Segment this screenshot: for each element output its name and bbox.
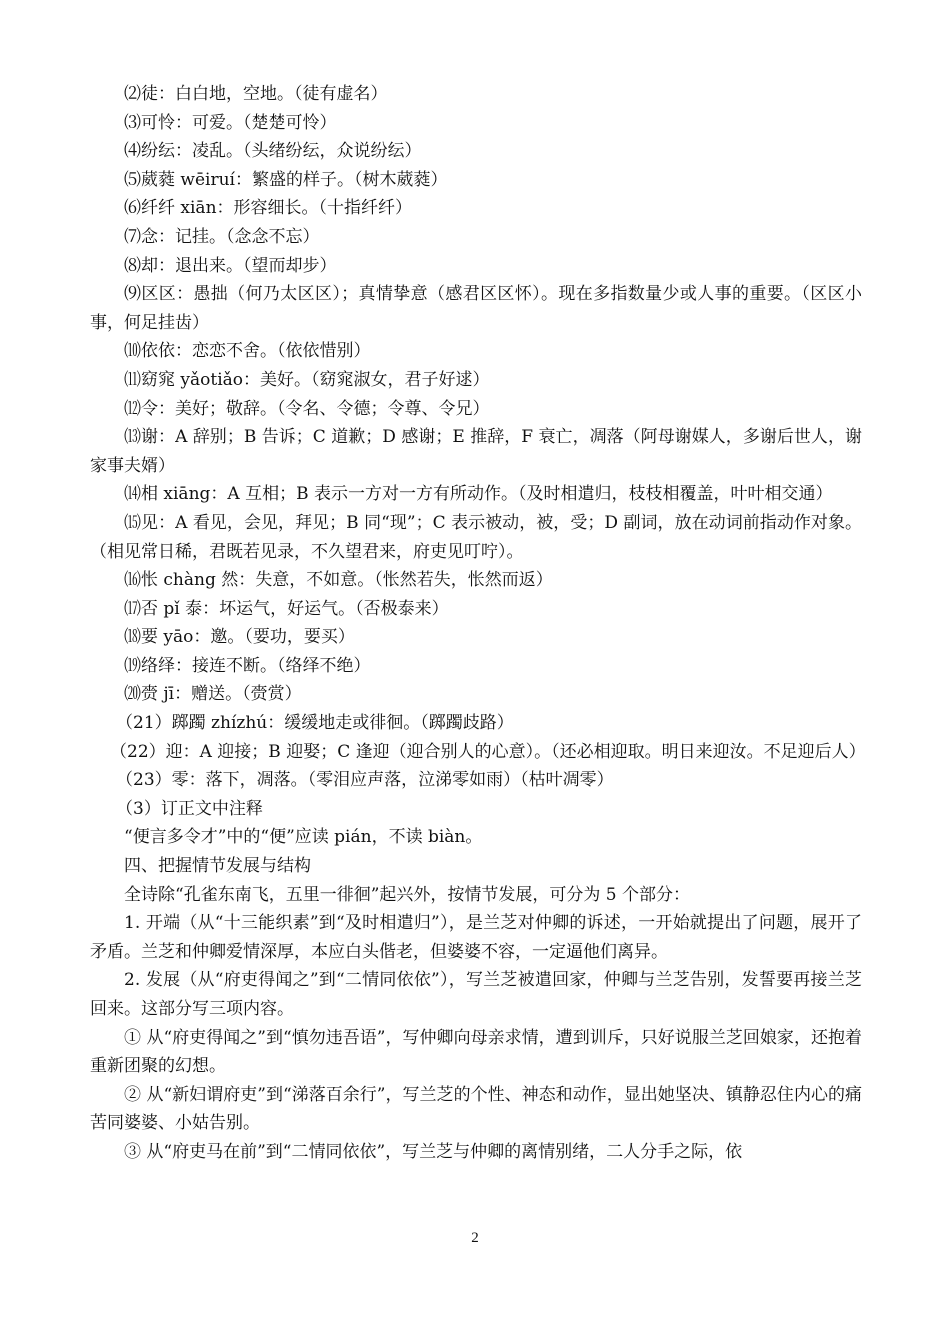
definition-item: （23）零：落下，凋落。（零泪应声落，泣涕零如雨）（枯叶凋零） bbox=[116, 770, 614, 791]
definition-item: ⒅要 yāo：邀。（要功，要买） bbox=[124, 627, 355, 648]
definition-item: ⑷纷纭：凌乱。（头绪纷纭，众说纷纭） bbox=[124, 141, 422, 162]
definition-item: ⒄否 pǐ 泰：坏运气，好运气。（否极泰来） bbox=[124, 598, 449, 619]
definition-item: ⑹纤纤 xiān：形容细长。（十指纤纤） bbox=[124, 198, 413, 219]
definition-item: ⑶可怜：可爱。（楚楚可怜） bbox=[124, 112, 337, 133]
definition-item: ⑾窈窕 yǎotiǎo：美好。（窈窕淑女，君子好逑） bbox=[124, 369, 490, 390]
definition-item: ⒀谢：A 辞别；B 告诉；C 道歉；D 感谢；E 推辞，F 衰亡，凋落（阿母谢媒人，多谢后世人，谢家事夫婿） bbox=[90, 427, 862, 476]
section-heading: 四、把握情节发展与结构 bbox=[124, 856, 311, 877]
paragraph: ① 从“府吏得闻之”到“慎勿违吾语”，写仲卿向母亲求情，遭到训斥，只好说服兰芝回娘家，还抱着重新团聚的幻想。 bbox=[90, 1027, 862, 1077]
definition-item: ⑽依依：恋恋不舍。（依依惜别） bbox=[124, 341, 371, 362]
definition-item: ⒁相 xiāng：A 互相；B 表示一方对一方有所动作。（及时相遣归，枝枝相覆盖，叶叶相交通） bbox=[124, 484, 833, 505]
paragraph: ② 从“新妇谓府吏”到“涕落百余行”，写兰芝的个性、神态和动作，显出她坚决、镇静忍住内心的痛苦同婆婆、小姑告别。 bbox=[90, 1084, 862, 1134]
definition-item: ⒆络绎：接连不断。（络绎不绝） bbox=[124, 655, 371, 676]
definition-item: ⑸葳蕤 wēiruí：繁盛的样子。（树木葳蕤） bbox=[124, 169, 448, 190]
definition-item: ⑼区区：愚拙（何乃太区区）；真情挚意（感君区区怀）。现在多指数量少或人事的重要。（区区小事，何足挂齿） bbox=[90, 284, 862, 333]
paragraph: 全诗除“孔雀东南飞，五里一徘徊”起兴外，按情节发展，可分为 5 个部分： bbox=[124, 884, 691, 905]
paragraph: ③ 从“府吏马在前”到“二情同依依”，写兰芝与仲卿的离情别绪，二人分手之际，依 bbox=[124, 1141, 743, 1162]
definition-item: ⑺念：记挂。（念念不忘） bbox=[124, 226, 320, 247]
document-body bbox=[90, 80, 866, 1167]
definition-item: （22）迎：A 迎接；B 迎娶；C 逢迎（迎合别人的心意）。（还必相迎取。明日来迎汝。不足迎后人） bbox=[110, 741, 866, 762]
definition-item: ⑵徒：白白地，空地。（徒有虚名） bbox=[124, 84, 388, 104]
definition-item: ⒃怅 chàng 然：失意，不如意。（怅然若失，怅然而返） bbox=[124, 570, 553, 591]
paragraph: 2. 发展（从“府吏得闻之”到“二情同依依”），写兰芝被遣回家，仲卿与兰芝告别，发誓要再接兰芝回来。这部分写三项内容。 bbox=[90, 970, 862, 1019]
definition-item: ⑻却：退出来。（望而却步） bbox=[124, 255, 337, 276]
definition-item: （21）踯躅 zhízhú：缓缓地走或徘徊。（踯躅歧路） bbox=[116, 713, 514, 734]
paragraph: “便言多令才”中的“便”应读 pián，不读 biàn。 bbox=[124, 827, 483, 848]
definition-item: ⒂见：A 看见，会见，拜见；B 同“现”；C 表示被动，被，受；D 副词，放在动词前指动作对象。（相见常日稀，君既若见录，不久望君来，府吏见叮咛）。 bbox=[90, 512, 862, 562]
paragraph: 1. 开端（从“十三能织素”到“及时相遣归”），是兰芝对仲卿的诉述，一开始就提出了问题，展开了矛盾。兰芝和仲卿爱情深厚，本应白头偕老，但婆婆不容，一定逼他们离异。 bbox=[90, 913, 862, 962]
subsection-heading: （3）订正文中注释 bbox=[116, 798, 263, 819]
definition-item: ⑿令：美好；敬辞。（令名、令德；令尊、令兄） bbox=[124, 398, 490, 419]
definition-item: ⒇赍 jī：赠送。（赍赏） bbox=[124, 684, 302, 705]
page-number: 2 bbox=[471, 1230, 479, 1246]
